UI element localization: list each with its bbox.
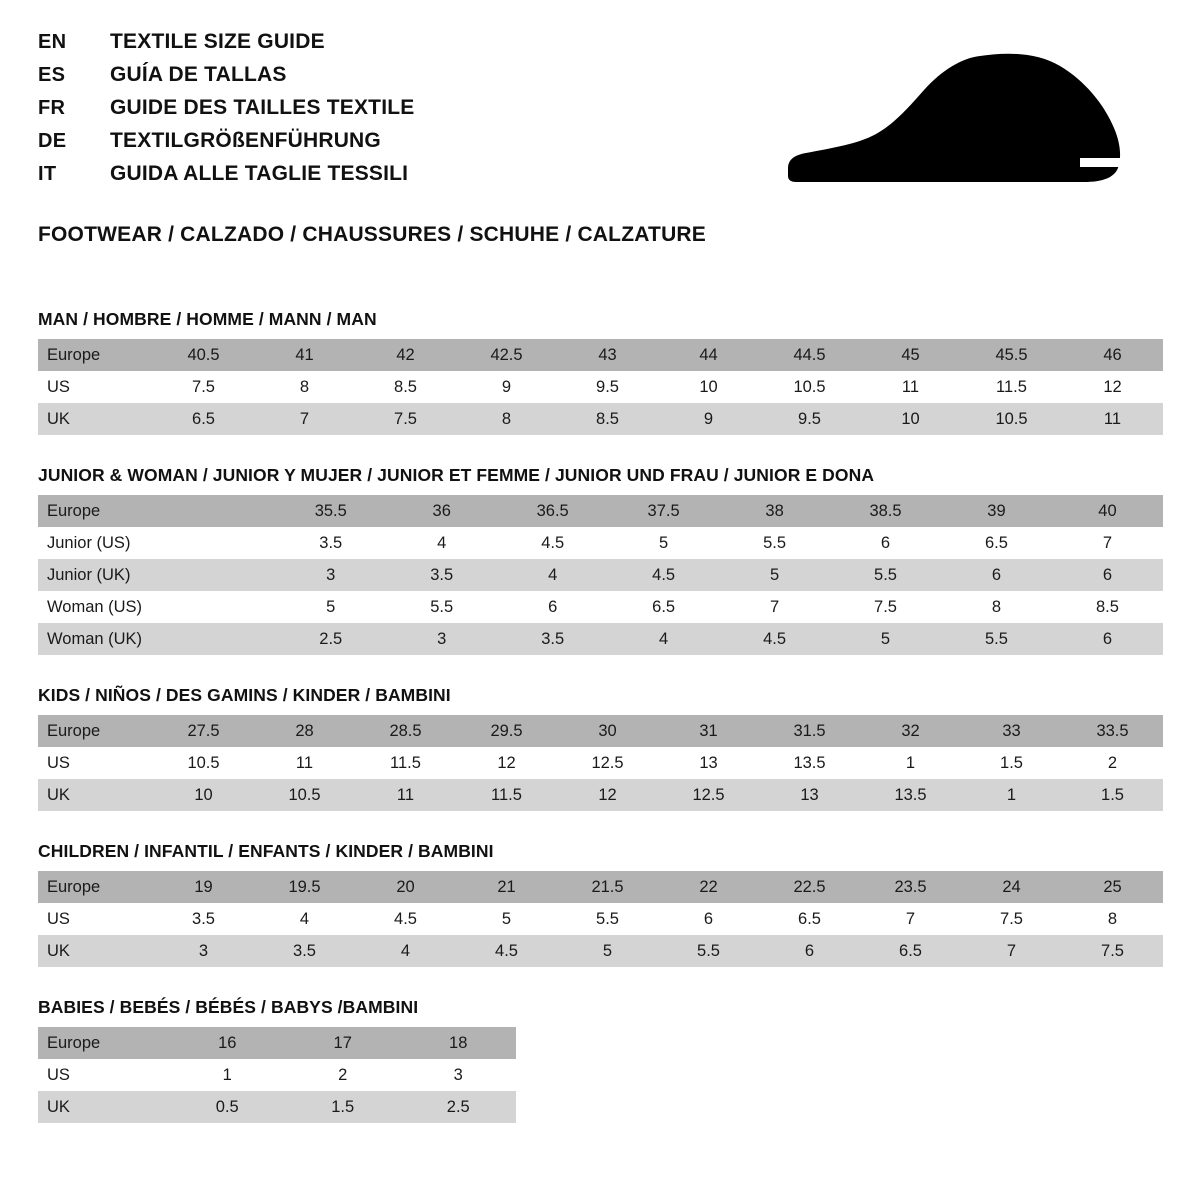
cell: 9.5 — [557, 371, 658, 403]
row-label: US — [38, 1059, 170, 1091]
language-row — [38, 63, 414, 96]
cell: 13 — [759, 779, 860, 811]
language-code: DE — [38, 130, 67, 152]
cell: 12.5 — [557, 747, 658, 779]
cell: 23.5 — [860, 871, 961, 903]
cell: 9 — [456, 371, 557, 403]
cell: 45.5 — [961, 339, 1062, 371]
cell: 21 — [456, 871, 557, 903]
cell — [164, 559, 275, 591]
cell: 45 — [860, 339, 961, 371]
table-row — [38, 1027, 516, 1059]
cell: 44.5 — [759, 339, 860, 371]
cell: 22 — [658, 871, 759, 903]
category-title: FOOTWEAR / CALZADO / CHAUSSURES / SCHUHE / CALZATURE — [38, 223, 707, 246]
cell: 1.5 — [1062, 779, 1163, 811]
cell: 2.5 — [275, 623, 386, 655]
cell: 42.5 — [456, 339, 557, 371]
language-title: GUIDA ALLE TAGLIE TESSILI — [110, 162, 409, 185]
cell: 7.5 — [153, 371, 254, 403]
cell: 31 — [658, 715, 759, 747]
cell: 33.5 — [1062, 715, 1163, 747]
cell: 11.5 — [355, 747, 456, 779]
language-row — [38, 30, 414, 63]
cell: 40 — [1052, 495, 1163, 527]
cell: 13 — [658, 747, 759, 779]
table-title: KIDS / NIÑOS / DES GAMINS / KINDER / BAMBINI — [38, 685, 451, 705]
cell: 11 — [355, 779, 456, 811]
table-row — [38, 779, 1163, 811]
cell: 9 — [658, 403, 759, 435]
table-row — [38, 1091, 516, 1123]
table-block-kids — [38, 685, 1164, 811]
table-title: BABIES / BEBÉS / BÉBÉS / BABYS /BAMBINI — [38, 997, 419, 1017]
cell: 6 — [759, 935, 860, 967]
cell: 10 — [860, 403, 961, 435]
cell: 7.5 — [830, 591, 941, 623]
table-row — [38, 1059, 516, 1091]
cell: 4 — [608, 623, 719, 655]
language-code: FR — [38, 97, 66, 119]
table-block-children — [38, 841, 1164, 967]
table-row — [38, 559, 1163, 591]
cell: 8 — [456, 403, 557, 435]
cell: 25 — [1062, 871, 1163, 903]
dress-shoe-icon — [784, 50, 1124, 185]
cell: 2 — [1062, 747, 1163, 779]
cell: 8.5 — [355, 371, 456, 403]
cell: 6 — [497, 591, 608, 623]
cell: 4 — [386, 527, 497, 559]
language-title: GUIDE DES TAILLES TEXTILE — [110, 96, 415, 119]
cell: 5 — [456, 903, 557, 935]
cell: 27.5 — [153, 715, 254, 747]
table-row — [38, 747, 1163, 779]
cell: 4.5 — [497, 527, 608, 559]
cell: 20 — [355, 871, 456, 903]
cell — [164, 527, 275, 559]
table-title: CHILDREN / INFANTIL / ENFANTS / KINDER / BAMBINI — [38, 841, 494, 861]
language-code: IT — [38, 163, 57, 185]
cell: 6 — [1052, 623, 1163, 655]
cell: 28 — [254, 715, 355, 747]
table-title: JUNIOR & WOMAN / JUNIOR Y MUJER / JUNIOR ET FEMME / JUNIOR UND FRAU / JUNIOR E DONA — [38, 465, 875, 485]
cell: 11.5 — [961, 371, 1062, 403]
size-table-babies — [38, 1027, 516, 1123]
row-label: Europe — [38, 715, 153, 747]
cell: 2.5 — [400, 1091, 516, 1123]
cell: 21.5 — [557, 871, 658, 903]
table-row — [38, 871, 1163, 903]
cell: 1.5 — [285, 1091, 400, 1123]
cell: 46 — [1062, 339, 1163, 371]
cell: 11.5 — [456, 779, 557, 811]
cell: 13.5 — [759, 747, 860, 779]
cell: 6.5 — [860, 935, 961, 967]
cell: 3 — [153, 935, 254, 967]
cell: 7.5 — [1062, 935, 1163, 967]
cell: 5.5 — [719, 527, 830, 559]
cell: 38.5 — [830, 495, 941, 527]
cell: 6.5 — [759, 903, 860, 935]
row-label: Europe — [38, 495, 164, 527]
row-label: Woman (US) — [38, 591, 164, 623]
language-title: TEXTILE SIZE GUIDE — [110, 30, 325, 53]
cell: 12 — [1062, 371, 1163, 403]
cell: 4.5 — [355, 903, 456, 935]
cell: 3 — [400, 1059, 516, 1091]
row-label: UK — [38, 779, 153, 811]
cell: 5.5 — [830, 559, 941, 591]
table-title: MAN / HOMBRE / HOMME / MANN / MAN — [38, 309, 377, 329]
cell: 19 — [153, 871, 254, 903]
cell: 18 — [400, 1027, 516, 1059]
cell: 12 — [456, 747, 557, 779]
cell: 8 — [1062, 903, 1163, 935]
table-row — [38, 495, 1163, 527]
cell: 44 — [658, 339, 759, 371]
cell: 42 — [355, 339, 456, 371]
cell: 7 — [860, 903, 961, 935]
language-row — [38, 129, 414, 162]
cell: 11 — [860, 371, 961, 403]
cell: 5 — [275, 591, 386, 623]
table-row — [38, 715, 1163, 747]
cell — [164, 623, 275, 655]
cell: 12.5 — [658, 779, 759, 811]
cell: 9.5 — [759, 403, 860, 435]
cell: 4 — [254, 903, 355, 935]
cell: 37.5 — [608, 495, 719, 527]
cell: 5 — [719, 559, 830, 591]
cell: 6 — [1052, 559, 1163, 591]
cell: 11 — [1062, 403, 1163, 435]
page-header — [38, 30, 1164, 195]
cell: 8.5 — [1052, 591, 1163, 623]
row-label: US — [38, 747, 153, 779]
cell: 8.5 — [557, 403, 658, 435]
cell: 8 — [941, 591, 1052, 623]
row-label: Junior (US) — [38, 527, 164, 559]
cell: 3 — [386, 623, 497, 655]
cell: 38 — [719, 495, 830, 527]
cell: 4.5 — [719, 623, 830, 655]
row-label: UK — [38, 403, 153, 435]
cell: 8 — [254, 371, 355, 403]
shoe-illustration — [754, 30, 1164, 185]
language-title: GUÍA DE TALLAS — [110, 63, 287, 86]
table-block-babies — [38, 997, 1164, 1123]
cell: 30 — [557, 715, 658, 747]
row-label: Junior (UK) — [38, 559, 164, 591]
cell: 24 — [961, 871, 1062, 903]
cell: 35.5 — [275, 495, 386, 527]
language-code: EN — [38, 31, 67, 53]
cell: 5 — [830, 623, 941, 655]
cell: 3.5 — [497, 623, 608, 655]
table-block-man — [38, 309, 1164, 435]
cell: 39 — [941, 495, 1052, 527]
cell: 3.5 — [275, 527, 386, 559]
language-row — [38, 162, 414, 195]
cell: 6 — [830, 527, 941, 559]
cell: 1.5 — [961, 747, 1062, 779]
cell: 1 — [860, 747, 961, 779]
cell: 17 — [285, 1027, 400, 1059]
cell: 5.5 — [557, 903, 658, 935]
row-label: US — [38, 371, 153, 403]
cell: 3.5 — [386, 559, 497, 591]
cell: 5 — [557, 935, 658, 967]
table-row — [38, 371, 1163, 403]
cell: 13.5 — [860, 779, 961, 811]
language-title: TEXTILGRÖßENFÜHRUNG — [110, 129, 381, 152]
row-label: Europe — [38, 339, 153, 371]
cell: 16 — [170, 1027, 285, 1059]
cell: 5.5 — [386, 591, 497, 623]
cell: 5 — [608, 527, 719, 559]
row-label: UK — [38, 935, 153, 967]
row-label: Woman (UK) — [38, 623, 164, 655]
table-row — [38, 591, 1163, 623]
table-row — [38, 623, 1163, 655]
table-row — [38, 339, 1163, 371]
cell: 2 — [285, 1059, 400, 1091]
cell: 36.5 — [497, 495, 608, 527]
size-table-man — [38, 339, 1163, 435]
cell: 7.5 — [355, 403, 456, 435]
cell: 10 — [153, 779, 254, 811]
size-table-kids — [38, 715, 1163, 811]
cell: 3 — [275, 559, 386, 591]
cell — [164, 495, 275, 527]
cell: 22.5 — [759, 871, 860, 903]
language-row — [38, 96, 414, 129]
row-label: Europe — [38, 871, 153, 903]
cell: 7.5 — [961, 903, 1062, 935]
cell: 7 — [719, 591, 830, 623]
cell: 6 — [658, 903, 759, 935]
cell: 41 — [254, 339, 355, 371]
cell: 11 — [254, 747, 355, 779]
cell: 0.5 — [170, 1091, 285, 1123]
cell: 6 — [941, 559, 1052, 591]
cell: 33 — [961, 715, 1062, 747]
row-label: US — [38, 903, 153, 935]
table-row — [38, 935, 1163, 967]
cell: 1 — [170, 1059, 285, 1091]
size-table-junior-woman — [38, 495, 1163, 655]
cell — [164, 591, 275, 623]
row-label: Europe — [38, 1027, 170, 1059]
language-title-list — [38, 30, 414, 195]
row-label: UK — [38, 1091, 170, 1123]
cell: 40.5 — [153, 339, 254, 371]
cell: 3.5 — [153, 903, 254, 935]
cell: 6.5 — [608, 591, 719, 623]
table-block-junior-woman — [38, 465, 1164, 655]
cell: 1 — [961, 779, 1062, 811]
cell: 5.5 — [658, 935, 759, 967]
cell: 12 — [557, 779, 658, 811]
cell: 5.5 — [941, 623, 1052, 655]
cell: 6.5 — [153, 403, 254, 435]
cell: 43 — [557, 339, 658, 371]
cell: 29.5 — [456, 715, 557, 747]
language-code: ES — [38, 64, 66, 86]
cell: 7 — [254, 403, 355, 435]
cell: 10 — [658, 371, 759, 403]
cell: 28.5 — [355, 715, 456, 747]
cell: 3.5 — [254, 935, 355, 967]
cell: 7 — [1052, 527, 1163, 559]
cell: 4 — [355, 935, 456, 967]
size-table-children — [38, 871, 1163, 967]
cell: 10.5 — [254, 779, 355, 811]
table-row — [38, 403, 1163, 435]
cell: 4.5 — [456, 935, 557, 967]
cell: 36 — [386, 495, 497, 527]
cell: 10.5 — [961, 403, 1062, 435]
cell: 7 — [961, 935, 1062, 967]
cell: 4.5 — [608, 559, 719, 591]
cell: 4 — [497, 559, 608, 591]
cell: 10.5 — [759, 371, 860, 403]
cell: 31.5 — [759, 715, 860, 747]
cell: 6.5 — [941, 527, 1052, 559]
cell: 19.5 — [254, 871, 355, 903]
cell: 10.5 — [153, 747, 254, 779]
cell: 32 — [860, 715, 961, 747]
table-row — [38, 527, 1163, 559]
table-row — [38, 903, 1163, 935]
